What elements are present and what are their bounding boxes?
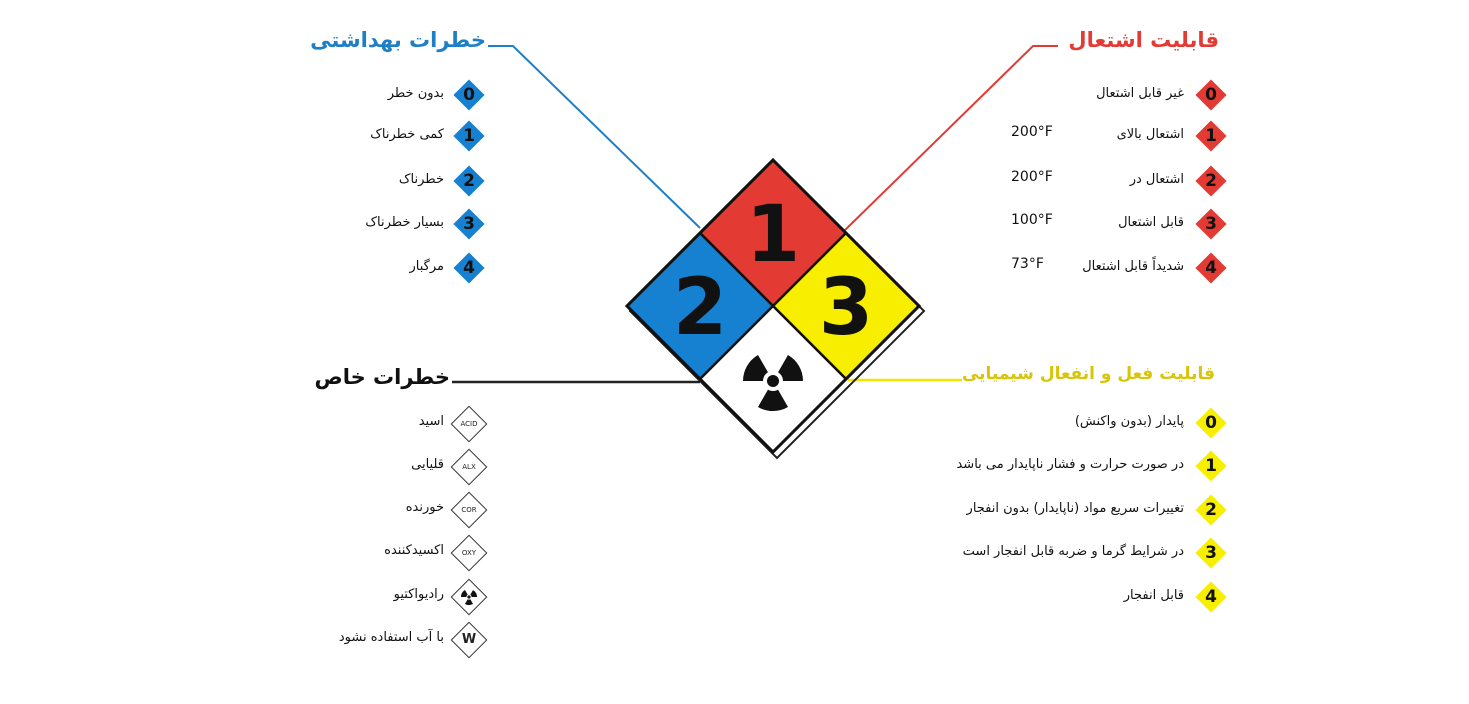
special-label-5: با آب استفاده نشود (338, 630, 444, 645)
radioactive-small-icon (449, 577, 489, 617)
flammability-number: 1 (745, 190, 801, 280)
flammability-title: قابلیت اشتعال (1068, 28, 1219, 52)
reactivity-label-1: در صورت حرارت و فشار ناپایدار می باشد (956, 457, 1184, 472)
health-badge-0: 0 (454, 80, 484, 110)
flammability-temp-4: 73°F (1011, 256, 1044, 272)
health-badge-3: 3 (454, 209, 484, 239)
health-badge-2: 2 (454, 166, 484, 196)
reactivity-title: قابلیت فعل و انفعال شیمیایی (961, 364, 1215, 384)
flammability-badge-1: 1 (1196, 121, 1226, 151)
reactivity-badge-4: 4 (1196, 582, 1226, 612)
health-label-1: کمی خطرناک (370, 127, 444, 142)
flammability-badge-3: 3 (1196, 209, 1226, 239)
health-label-4: مرگبار (409, 259, 444, 274)
alkali-icon: ALX (449, 447, 489, 487)
no-water-icon: W (449, 620, 489, 660)
reactivity-label-3: در شرایط گرما و ضربه قابل انفجار است (962, 544, 1184, 559)
acid-icon: ACID (449, 404, 489, 444)
oxidizer-icon: OXY (449, 533, 489, 573)
special-label-1: قلیایی (411, 457, 444, 472)
special-title: خطرات خاص (314, 365, 450, 389)
health-number: 2 (672, 263, 728, 353)
reactivity-label-0: پایدار (بدون واکنش) (1074, 414, 1184, 429)
reactivity-badge-0: 0 (1196, 408, 1226, 438)
health-badge-1: 1 (454, 121, 484, 151)
health-connector-line (488, 46, 700, 228)
reactivity-label-4: قابل انفجار (1123, 588, 1184, 603)
health-label-0: بدون خطر (387, 86, 444, 101)
special-label-4: رادیواکتیو (393, 587, 444, 602)
health-title: خطرات بهداشتی (310, 28, 486, 52)
reactivity-badge-1: 1 (1196, 451, 1226, 481)
flammability-temp-1: 200°F (1011, 124, 1053, 140)
health-badge-4: 4 (454, 253, 484, 283)
flammability-badge-2: 2 (1196, 166, 1226, 196)
flammability-label-4: شدیداً قابل اشتعال (1082, 259, 1184, 274)
health-label-3: بسیار خطرناک (365, 215, 444, 230)
flammability-temp-2: 200°F (1011, 169, 1053, 185)
reactivity-badge-3: 3 (1196, 538, 1226, 568)
reactivity-number: 3 (818, 263, 874, 353)
reactivity-badge-2: 2 (1196, 495, 1226, 525)
flammability-badge-4: 4 (1196, 253, 1226, 283)
flammability-temp-3: 100°F (1011, 212, 1053, 228)
special-label-0: اسید (418, 414, 444, 429)
special-label-3: اکسیدکننده (384, 543, 444, 558)
flammability-badge-0: 0 (1196, 80, 1226, 110)
special-label-2: خورنده (405, 500, 444, 515)
flammability-label-3: قابل اشتعال (1118, 215, 1184, 230)
flammability-label-1: اشتعال بالای (1116, 127, 1184, 142)
corrosive-icon: COR (449, 490, 489, 530)
reactivity-label-2: تغییرات سریع مواد (ناپایدار) بدون انفجار (966, 501, 1184, 516)
flammability-label-0: غیر قابل اشتعال (1096, 86, 1184, 101)
health-label-2: خطرناک (398, 172, 444, 187)
flammability-label-2: اشتعال در (1129, 172, 1184, 187)
